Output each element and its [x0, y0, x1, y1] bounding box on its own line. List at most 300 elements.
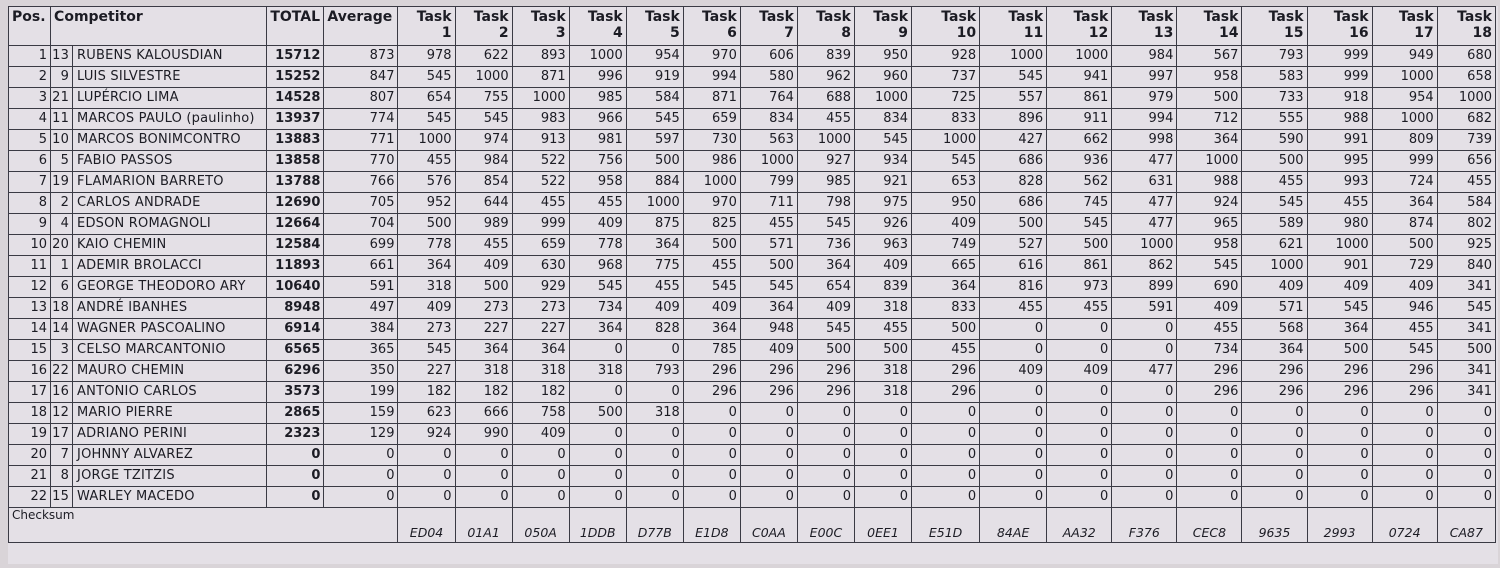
task-score-cell: 0: [912, 466, 980, 487]
task-score-cell: 364: [912, 277, 980, 298]
task-number: 10: [956, 25, 977, 41]
task-score-cell: 0: [683, 403, 740, 424]
task-score-cell: 0: [854, 487, 911, 508]
task-score-cell: 182: [512, 382, 569, 403]
task-score-cell: 500: [1047, 235, 1112, 256]
task-score-cell: 0: [797, 424, 854, 445]
average-cell: 591: [324, 277, 398, 298]
task-score-cell: 986: [683, 151, 740, 172]
task-score-cell: 584: [626, 88, 683, 109]
task-header-6: [683, 7, 740, 46]
competitor-name: WARLEY MACEDO: [77, 489, 195, 504]
task-score-cell: 182: [398, 382, 455, 403]
task-score-cell: 545: [740, 277, 797, 298]
task-score-cell: 734: [1177, 340, 1242, 361]
task-score-cell: 653: [912, 172, 980, 193]
task-score-cell: 862: [1112, 256, 1177, 277]
task-score-cell: 0: [398, 466, 455, 487]
task-score-cell: 0: [626, 424, 683, 445]
task-score-cell: 984: [455, 151, 512, 172]
task-score-cell: 545: [912, 151, 980, 172]
task-score-cell: 802: [1437, 214, 1495, 235]
competitor-name: MARCOS BONIMCONTRO: [77, 132, 241, 147]
competitor-name: ADRIANO PERINI: [77, 426, 188, 441]
task-score-cell: 1000: [569, 46, 626, 67]
competitor-number: 21: [51, 88, 73, 108]
average-cell: 199: [324, 382, 398, 403]
table-row: [9, 109, 1496, 130]
task-score-cell: 0: [854, 445, 911, 466]
task-number: 3: [555, 25, 566, 41]
task-score-cell: 0: [569, 445, 626, 466]
task-score-cell: 0: [1307, 424, 1372, 445]
task-score-cell: 793: [1242, 46, 1307, 67]
task-score-cell: 799: [740, 172, 797, 193]
task-score-cell: 296: [1307, 361, 1372, 382]
competitor-number: 15: [51, 487, 73, 507]
competitor-number: 5: [51, 151, 73, 171]
task-score-cell: 0: [512, 445, 569, 466]
table-row: [9, 151, 1496, 172]
task-score-cell: 409: [797, 298, 854, 319]
task-score-cell: 455: [683, 256, 740, 277]
task-score-cell: 364: [398, 256, 455, 277]
competitor-number: 10: [51, 130, 73, 150]
competitor-cell: [51, 340, 267, 361]
task-score-cell: 954: [626, 46, 683, 67]
competitor-cell: [51, 67, 267, 88]
task-score-cell: 616: [980, 256, 1047, 277]
task-score-cell: 778: [569, 235, 626, 256]
competitor-number: 16: [51, 382, 73, 402]
position-cell: 12: [9, 277, 51, 298]
task-score-cell: 840: [1437, 256, 1495, 277]
task-word: Task: [530, 9, 566, 25]
task-score-cell: 545: [455, 109, 512, 130]
task-score-cell: 991: [1307, 130, 1372, 151]
total-header: TOTAL: [267, 7, 324, 46]
task-score-cell: 970: [683, 46, 740, 67]
task-word: Task: [759, 9, 794, 25]
checksum-value: 9635: [1242, 508, 1307, 543]
task-score-cell: 0: [1242, 445, 1307, 466]
task-score-cell: 0: [980, 487, 1047, 508]
task-score-cell: 990: [455, 424, 512, 445]
task-score-cell: 988: [1177, 172, 1242, 193]
task-score-cell: 364: [626, 235, 683, 256]
task-score-cell: 833: [912, 109, 980, 130]
task-score-cell: 571: [1242, 298, 1307, 319]
competitor-cell: [51, 361, 267, 382]
competitor-name: FLAMARION BARRETO: [77, 174, 224, 189]
task-word: Task: [873, 9, 909, 25]
task-score-cell: 985: [797, 172, 854, 193]
task-score-cell: 921: [854, 172, 911, 193]
task-score-cell: 0: [854, 403, 911, 424]
task-word: Task: [1457, 9, 1492, 25]
task-number: 7: [784, 25, 794, 41]
task-score-cell: 0: [980, 445, 1047, 466]
task-score-cell: 0: [569, 340, 626, 361]
task-score-cell: 925: [1437, 235, 1495, 256]
task-score-cell: 960: [854, 67, 911, 88]
task-score-cell: 924: [1177, 193, 1242, 214]
task-score-cell: 839: [797, 46, 854, 67]
task-score-cell: 318: [455, 361, 512, 382]
task-score-cell: 227: [512, 319, 569, 340]
task-score-cell: 981: [569, 130, 626, 151]
task-score-cell: 1000: [683, 172, 740, 193]
table-row: [9, 172, 1496, 193]
competitor-name: KAIO CHEMIN: [77, 237, 167, 252]
task-word: Task: [587, 9, 623, 25]
task-score-cell: 583: [1242, 67, 1307, 88]
competitor-number: 17: [51, 424, 73, 444]
task-score-cell: 0: [455, 466, 512, 487]
task-score-cell: 958: [1177, 67, 1242, 88]
competitor-name: EDSON ROMAGNOLI: [77, 216, 211, 231]
position-cell: 4: [9, 109, 51, 130]
checksum-value: CA87: [1437, 508, 1495, 543]
checksum-value: D77B: [626, 508, 683, 543]
task-score-cell: 296: [740, 361, 797, 382]
task-score-cell: 545: [398, 109, 455, 130]
task-score-cell: 296: [1372, 361, 1437, 382]
average-cell: 0: [324, 466, 398, 487]
average-cell: 0: [324, 487, 398, 508]
task-score-cell: 785: [683, 340, 740, 361]
task-score-cell: 182: [455, 382, 512, 403]
table-row: [9, 361, 1496, 382]
position-cell: 15: [9, 340, 51, 361]
task-score-cell: 318: [854, 382, 911, 403]
task-score-cell: 0: [1242, 403, 1307, 424]
task-score-cell: 545: [1437, 298, 1495, 319]
checksum-value: 050A: [512, 508, 569, 543]
total-cell: 6296: [267, 361, 324, 382]
task-score-cell: 984: [1112, 46, 1177, 67]
task-header-13: [1112, 7, 1177, 46]
table-row: [9, 403, 1496, 424]
task-number: 1: [441, 25, 452, 41]
competitor-number: 6: [51, 277, 73, 297]
task-score-cell: 296: [797, 382, 854, 403]
task-score-cell: 974: [455, 130, 512, 151]
task-score-cell: 545: [1372, 340, 1437, 361]
task-score-cell: 0: [1047, 319, 1112, 340]
task-score-cell: 0: [1112, 466, 1177, 487]
competitor-cell: [51, 256, 267, 277]
task-score-cell: 1000: [854, 88, 911, 109]
task-score-cell: 1000: [1047, 46, 1112, 67]
task-score-cell: 455: [1437, 172, 1495, 193]
task-score-cell: 0: [1437, 487, 1495, 508]
task-score-cell: 0: [1307, 487, 1372, 508]
task-score-cell: 0: [740, 466, 797, 487]
task-word: Task: [416, 9, 452, 25]
task-score-cell: 899: [1112, 277, 1177, 298]
task-score-cell: 296: [912, 361, 980, 382]
table-row: [9, 193, 1496, 214]
task-score-cell: 409: [912, 214, 980, 235]
task-score-cell: 688: [797, 88, 854, 109]
task-score-cell: 500: [1177, 88, 1242, 109]
table-row: [9, 235, 1496, 256]
competitor-cell: [51, 424, 267, 445]
task-score-cell: 227: [398, 361, 455, 382]
task-word: Task: [702, 9, 737, 25]
task-score-cell: 0: [626, 487, 683, 508]
task-score-cell: 973: [1047, 277, 1112, 298]
task-score-cell: 733: [1242, 88, 1307, 109]
task-header-18: [1437, 7, 1495, 46]
average-cell: 350: [324, 361, 398, 382]
position-cell: 9: [9, 214, 51, 235]
task-score-cell: 734: [569, 298, 626, 319]
total-cell: 2323: [267, 424, 324, 445]
task-score-cell: 954: [1372, 88, 1437, 109]
task-score-cell: 995: [1307, 151, 1372, 172]
competitor-number: 8: [51, 466, 73, 486]
task-score-cell: 545: [854, 130, 911, 151]
checksum-value: 0EE1: [854, 508, 911, 543]
competitor-name: CARLOS ANDRADE: [77, 195, 201, 210]
task-number: 8: [841, 25, 851, 41]
task-score-cell: 996: [569, 67, 626, 88]
task-score-cell: 500: [1437, 340, 1495, 361]
task-number: 17: [1414, 25, 1434, 41]
competitor-cell: [51, 151, 267, 172]
task-score-cell: 0: [1372, 487, 1437, 508]
task-score-cell: 950: [854, 46, 911, 67]
task-score-cell: 658: [1437, 67, 1495, 88]
table-row: [9, 445, 1496, 466]
task-score-cell: 861: [1047, 256, 1112, 277]
task-score-cell: 455: [626, 277, 683, 298]
task-score-cell: 946: [1372, 298, 1437, 319]
task-score-cell: 409: [398, 298, 455, 319]
average-cell: 847: [324, 67, 398, 88]
task-score-cell: 273: [455, 298, 512, 319]
task-score-cell: 409: [980, 361, 1047, 382]
task-score-cell: 994: [1112, 109, 1177, 130]
task-score-cell: 500: [797, 340, 854, 361]
task-score-cell: 999: [1372, 151, 1437, 172]
task-number: 15: [1284, 25, 1304, 41]
total-cell: 13937: [267, 109, 324, 130]
task-score-cell: 690: [1177, 277, 1242, 298]
total-cell: 0: [267, 466, 324, 487]
task-score-cell: 854: [455, 172, 512, 193]
task-score-cell: 745: [1047, 193, 1112, 214]
checksum-value: E00C: [797, 508, 854, 543]
task-score-cell: 958: [569, 172, 626, 193]
task-score-cell: 606: [740, 46, 797, 67]
competitor-name: FABIO PASSOS: [77, 153, 173, 168]
task-score-cell: 0: [1372, 445, 1437, 466]
task-score-cell: 341: [1437, 277, 1495, 298]
position-cell: 6: [9, 151, 51, 172]
task-header-3: [512, 7, 569, 46]
task-score-cell: 834: [854, 109, 911, 130]
task-score-cell: 1000: [512, 88, 569, 109]
task-score-cell: 0: [1177, 445, 1242, 466]
position-cell: 7: [9, 172, 51, 193]
task-score-cell: 884: [626, 172, 683, 193]
task-score-cell: 455: [1242, 172, 1307, 193]
task-score-cell: 630: [512, 256, 569, 277]
average-cell: 129: [324, 424, 398, 445]
task-score-cell: 500: [1307, 340, 1372, 361]
task-score-cell: 729: [1372, 256, 1437, 277]
task-score-cell: 993: [1307, 172, 1372, 193]
task-word: Task: [1008, 9, 1044, 25]
task-score-cell: 659: [512, 235, 569, 256]
task-score-cell: 0: [1177, 466, 1242, 487]
task-score-cell: 1000: [1437, 88, 1495, 109]
task-score-cell: 730: [683, 130, 740, 151]
total-cell: 3573: [267, 382, 324, 403]
task-number: 13: [1153, 25, 1174, 41]
task-score-cell: 318: [854, 361, 911, 382]
table-row: [9, 487, 1496, 508]
total-cell: 11893: [267, 256, 324, 277]
task-score-cell: 0: [455, 487, 512, 508]
task-header-2: [455, 7, 512, 46]
task-score-cell: 296: [1242, 361, 1307, 382]
competitor-cell: [51, 445, 267, 466]
task-score-cell: 712: [1177, 109, 1242, 130]
task-score-cell: 983: [512, 109, 569, 130]
task-word: Task: [1203, 9, 1239, 25]
task-score-cell: 775: [626, 256, 683, 277]
task-score-cell: 0: [1177, 403, 1242, 424]
position-cell: 8: [9, 193, 51, 214]
position-cell: 2: [9, 67, 51, 88]
checksum-value: E51D: [912, 508, 980, 543]
task-score-cell: 455: [854, 319, 911, 340]
task-score-cell: 936: [1047, 151, 1112, 172]
total-cell: 13858: [267, 151, 324, 172]
task-number: 18: [1472, 25, 1492, 41]
task-score-cell: 409: [854, 256, 911, 277]
task-score-cell: 227: [455, 319, 512, 340]
task-score-cell: 477: [1112, 361, 1177, 382]
task-score-cell: 0: [854, 466, 911, 487]
task-number: 14: [1218, 25, 1239, 41]
task-score-cell: 597: [626, 130, 683, 151]
task-score-cell: 0: [740, 424, 797, 445]
task-score-cell: 296: [1242, 382, 1307, 403]
task-score-cell: 0: [797, 403, 854, 424]
competitor-cell: [51, 487, 267, 508]
task-score-cell: 0: [683, 487, 740, 508]
task-score-cell: 0: [912, 487, 980, 508]
table-row: [9, 256, 1496, 277]
task-score-cell: 0: [1112, 403, 1177, 424]
total-cell: 13883: [267, 130, 324, 151]
task-score-cell: 0: [1242, 466, 1307, 487]
competitor-number: 14: [51, 319, 73, 339]
task-score-cell: 999: [512, 214, 569, 235]
task-score-cell: 455: [1307, 193, 1372, 214]
competitor-name: LUIS SILVESTRE: [77, 69, 181, 84]
task-score-cell: 1000: [1372, 67, 1437, 88]
checksum-row: [9, 508, 1496, 543]
task-score-cell: 500: [854, 340, 911, 361]
position-cell: 21: [9, 466, 51, 487]
task-score-cell: 0: [980, 403, 1047, 424]
task-score-cell: 0: [1307, 466, 1372, 487]
task-score-cell: 0: [1437, 466, 1495, 487]
table-row: [9, 382, 1496, 403]
competitor-cell: [51, 214, 267, 235]
checksum-value: F376: [1112, 508, 1177, 543]
task-score-cell: 1000: [797, 130, 854, 151]
task-score-cell: 919: [626, 67, 683, 88]
task-score-cell: 584: [1437, 193, 1495, 214]
position-cell: 11: [9, 256, 51, 277]
task-score-cell: 318: [626, 403, 683, 424]
position-cell: 19: [9, 424, 51, 445]
competitor-cell: [51, 319, 267, 340]
competitor-name: WAGNER PASCOALINO: [77, 321, 226, 336]
competitor-cell: [51, 172, 267, 193]
task-score-cell: 545: [797, 214, 854, 235]
checksum-value: E1D8: [683, 508, 740, 543]
task-score-cell: 0: [1242, 487, 1307, 508]
task-header-16: [1307, 7, 1372, 46]
total-cell: 2865: [267, 403, 324, 424]
average-cell: 771: [324, 130, 398, 151]
task-number: 16: [1349, 25, 1369, 41]
task-score-cell: 758: [512, 403, 569, 424]
task-score-cell: 591: [1112, 298, 1177, 319]
task-score-cell: 500: [455, 277, 512, 298]
task-score-cell: 999: [1307, 67, 1372, 88]
competitor-cell: [51, 466, 267, 487]
task-score-cell: 364: [740, 298, 797, 319]
task-score-cell: 0: [1047, 466, 1112, 487]
task-header-11: [980, 7, 1047, 46]
task-score-cell: 0: [398, 487, 455, 508]
task-score-cell: 924: [398, 424, 455, 445]
task-score-cell: 580: [740, 67, 797, 88]
task-score-cell: 576: [398, 172, 455, 193]
task-score-cell: 409: [1177, 298, 1242, 319]
task-score-cell: 545: [1242, 193, 1307, 214]
task-header-7: [740, 7, 797, 46]
task-score-cell: 979: [1112, 88, 1177, 109]
header-row: [9, 7, 1496, 46]
average-cell: 699: [324, 235, 398, 256]
task-score-cell: 659: [683, 109, 740, 130]
task-score-cell: 834: [740, 109, 797, 130]
task-score-cell: 654: [797, 277, 854, 298]
task-word: Task: [644, 9, 680, 25]
task-score-cell: 913: [512, 130, 569, 151]
average-cell: 365: [324, 340, 398, 361]
task-score-cell: 0: [1047, 340, 1112, 361]
average-cell: 705: [324, 193, 398, 214]
task-score-cell: 656: [1437, 151, 1495, 172]
competitor-name: RUBENS KALOUSDIAN: [77, 48, 223, 63]
task-score-cell: 839: [854, 277, 911, 298]
task-score-cell: 296: [797, 361, 854, 382]
average-cell: 497: [324, 298, 398, 319]
task-score-cell: 427: [980, 130, 1047, 151]
task-score-cell: 545: [1307, 298, 1372, 319]
